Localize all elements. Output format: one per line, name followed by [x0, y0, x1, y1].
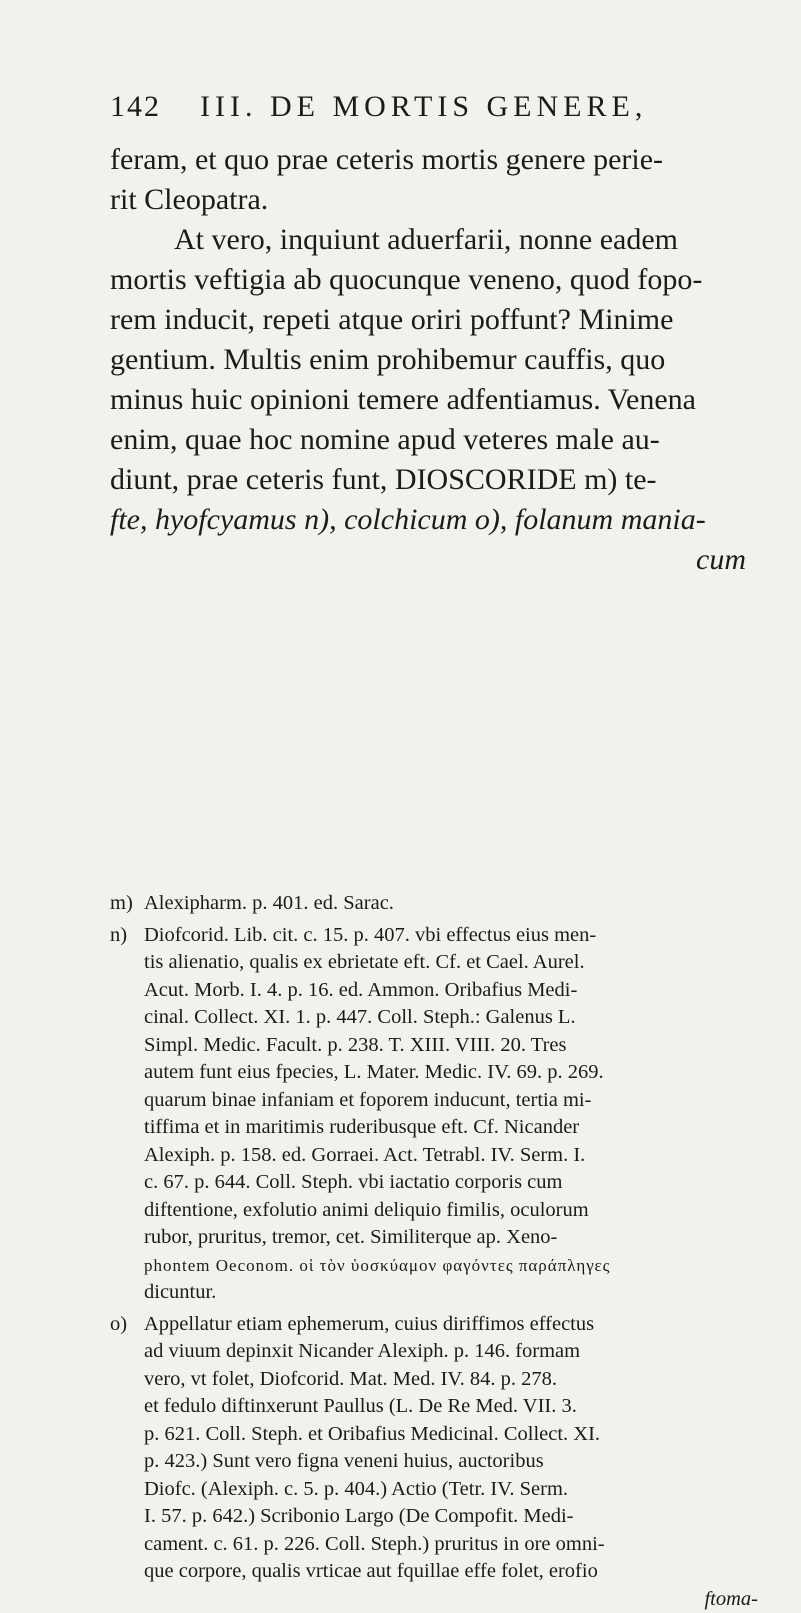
- body-line: mortis veftigia ab quocunque veneno, quod fopo-: [110, 260, 750, 300]
- main-text: [110, 140, 750, 580]
- footnote-line: p. 621. Coll. Steph. et Oribafius Medicinal. Collect. XI.: [144, 1421, 762, 1449]
- footnote-line: Alexiph. p. 158. ed. Gorraei. Act. Tetrabl. IV. Serm. I.: [144, 1142, 762, 1170]
- footnote-line-greek: phontem Oeconom. οἱ τὸν ὑοσκύαμον φαγόντες παράπληγες: [144, 1252, 762, 1280]
- running-head: [110, 90, 750, 130]
- footnote-line: vero, vt folet, Diofcorid. Mat. Med. IV. 84. p. 278.: [144, 1366, 762, 1394]
- footnote-m: [110, 890, 762, 918]
- page-number: 142: [110, 90, 161, 124]
- footnote-line: Simpl. Medic. Facult. p. 238. T. XIII. VIII. 20. Tres: [144, 1032, 762, 1060]
- footnote-catchword: ftoma-: [144, 1586, 762, 1613]
- body-line: rit Cleopatra.: [110, 180, 750, 220]
- footnote-line: quarum binae infaniam et foporem inducunt, tertia mi-: [144, 1087, 762, 1115]
- footnote-line: cament. c. 61. p. 226. Coll. Steph.) pruritus in ore omni-: [144, 1531, 762, 1559]
- footnote-line: c. 67. p. 644. Coll. Steph. vbi iactatio corporis cum: [144, 1169, 762, 1197]
- footnote-line: Alexipharm. p. 401. ed. Sarac.: [144, 890, 762, 918]
- footnote-line: cinal. Collect. XI. 1. p. 447. Coll. Steph.: Galenus L.: [144, 1004, 762, 1032]
- footnote-line: tiffima et in maritimis ruderibusque eft. Cf. Nicander: [144, 1114, 762, 1142]
- footnote-marker: o): [110, 1311, 127, 1339]
- catchword: cum: [110, 540, 750, 580]
- footnote-line: I. 57. p. 642.) Scribonio Largo (De Compofit. Medi-: [144, 1503, 762, 1531]
- body-line: fte, hyofcyamus n), colchicum o), folanum mania-: [110, 500, 750, 540]
- body-line: minus huic opinioni temere adfentiamus. Venena: [110, 380, 750, 420]
- footnote-line: Acut. Morb. I. 4. p. 16. ed. Ammon. Oribafius Medi-: [144, 977, 762, 1005]
- footnote-line: tis alienatio, qualis ex ebrietate eft. Cf. et Cael. Aurel.: [144, 949, 762, 977]
- body-line: gentium. Multis enim prohibemur cauffis, quo: [110, 340, 750, 380]
- footnote-marker: m): [110, 890, 133, 918]
- footnote-o: [110, 1311, 762, 1613]
- running-title: III. DE MORTIS GENERE,: [200, 90, 647, 124]
- footnote-line: Diofc. (Alexiph. c. 5. p. 404.) Actio (Tetr. IV. Serm.: [144, 1476, 762, 1504]
- footnote-line: autem funt eius fpecies, L. Mater. Medic. IV. 69. p. 269.: [144, 1059, 762, 1087]
- body-line: diunt, prae ceteris funt, DIOSCORIDE m) te-: [110, 460, 750, 500]
- footnote-line: rubor, pruritus, tremor, cet. Similiterque ap. Xeno-: [144, 1224, 762, 1252]
- body-line: At vero, inquiunt aduerfarii, nonne eadem: [110, 220, 750, 260]
- footnotes: [110, 890, 762, 1613]
- footnote-line: que corpore, qualis vrticae aut fquillae effe folet, erofio: [144, 1558, 762, 1586]
- footnote-n: [110, 922, 762, 1307]
- footnote-line: Diofcorid. Lib. cit. c. 15. p. 407. vbi effectus eius men-: [144, 922, 762, 950]
- body-line: feram, et quo prae ceteris mortis genere perie-: [110, 140, 750, 180]
- footnote-line: dicuntur.: [144, 1279, 762, 1307]
- footnote-line: p. 423.) Sunt vero figna veneni huius, auctoribus: [144, 1448, 762, 1476]
- footnote-line: Appellatur etiam ephemerum, cuius diriffimos effectus: [144, 1311, 762, 1339]
- footnote-marker: n): [110, 922, 127, 950]
- footnote-line: ad viuum depinxit Nicander Alexiph. p. 146. formam: [144, 1338, 762, 1366]
- footnote-line: diftentione, exfolutio animi deliquio fimilis, oculorum: [144, 1197, 762, 1225]
- body-line: enim, quae hoc nomine apud veteres male au-: [110, 420, 750, 460]
- body-line: rem inducit, repeti atque oriri poffunt? Minime: [110, 300, 750, 340]
- footnote-line: et fedulo diftinxerunt Paullus (L. De Re Med. VII. 3.: [144, 1393, 762, 1421]
